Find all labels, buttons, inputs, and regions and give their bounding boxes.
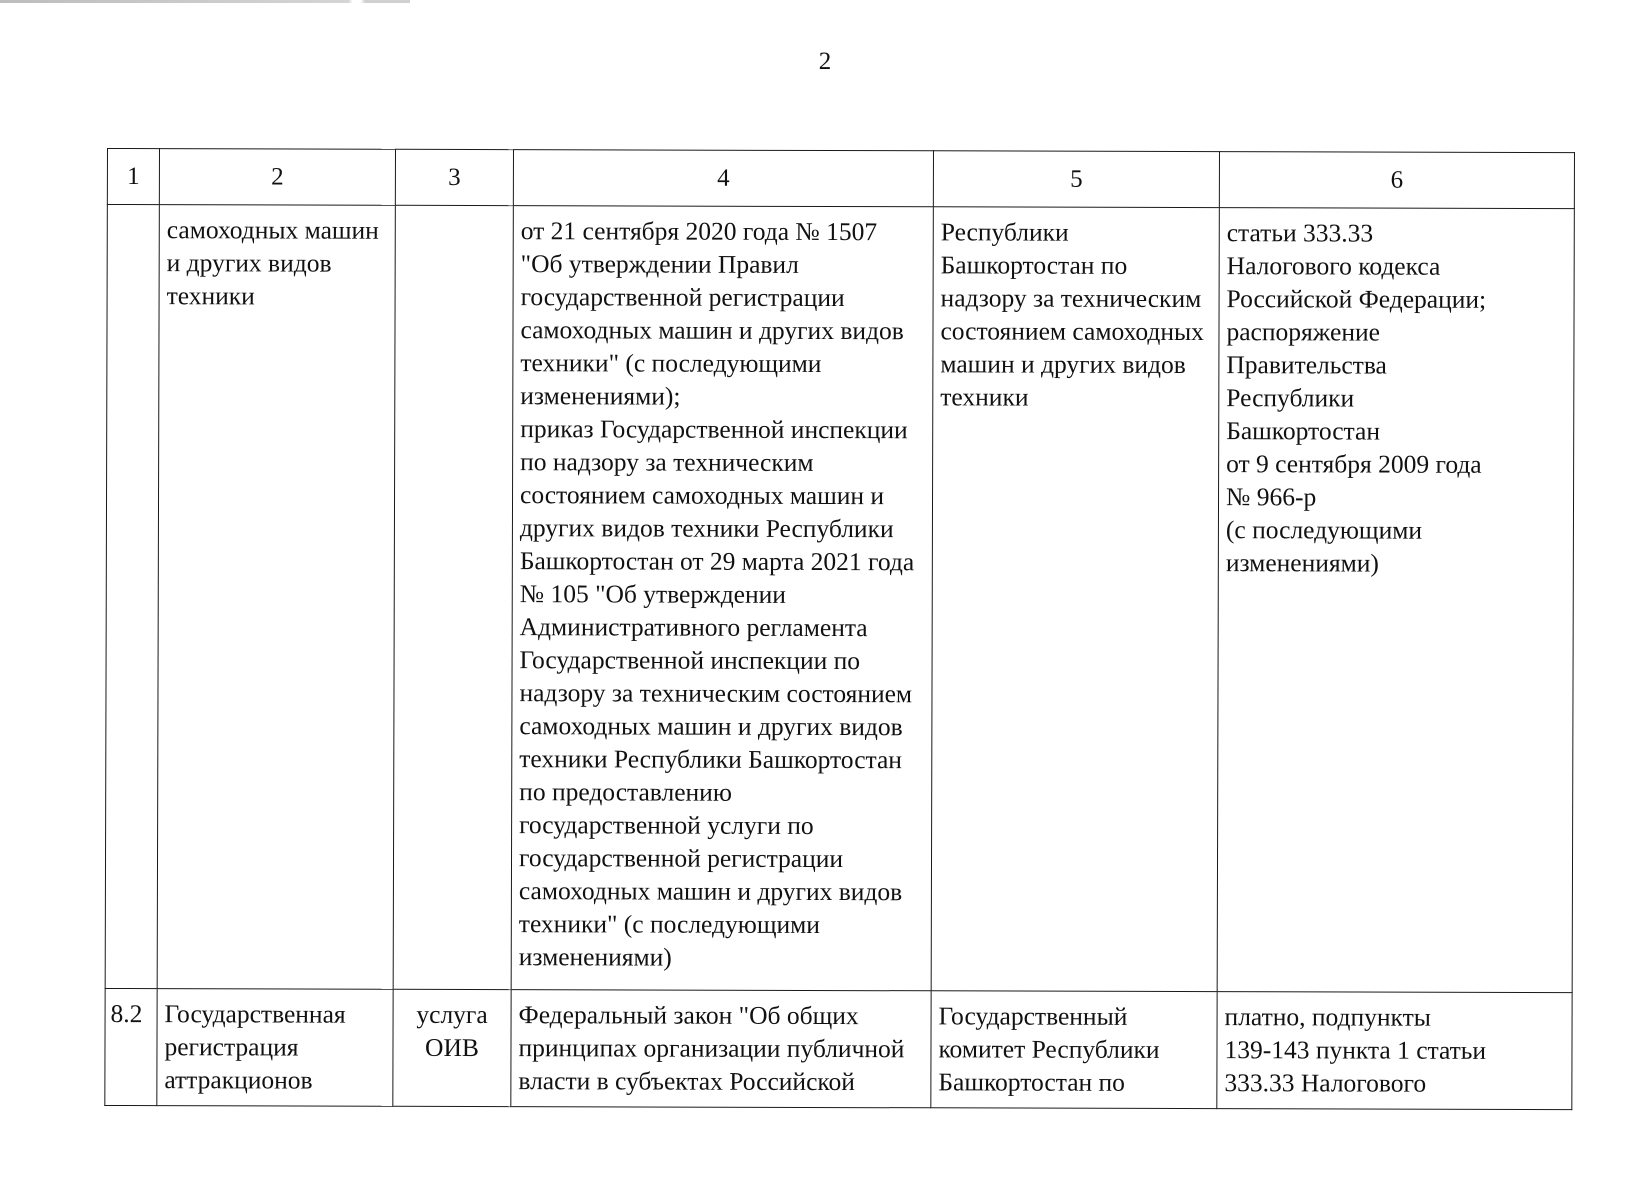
table-row [105,205,1574,993]
cell-text: Государственный комитет Республики Башкортостан по [938,1001,1160,1097]
table-cell-number [105,988,157,1105]
scan-edge-artifact [0,0,410,3]
table-cell-service-name [157,205,395,990]
table-cell-service-name [157,989,393,1107]
document-table [104,148,1575,1110]
table-cell-authority [931,207,1219,992]
cell-text: самоходных машин и других видов техники [166,215,379,311]
table-header-row [107,149,1574,209]
table-cell-type [393,989,511,1106]
cell-text: услуга ОИВ [416,999,488,1063]
cell-text: 8.2 [110,999,143,1029]
cell-text: платно, подпункты 139-143 пункта 1 статьи 333.33 Налогового [1224,1002,1487,1098]
cell-text: от 21 сентября 2020 года № 1507 "Об утверждении Правил государственной регистрации самоходных машин и других видов техники" (с последующими изменениями); приказ Государственной инспекции по надзору за техническим состоянием самоходных машин и других видов техники Республики Башкортостан от 29 марта 2021 года № 105 "Об утверждении Административного регламента Государственной инспекции по надзору за техническим состоянием самоходных машин и других видов техники Республики Башкортостан по предоставлению государственной услуги по государственной регистрации самоходных машин и других видов техники" (с последующими изменениями) [518,216,915,972]
table-cell-type [393,205,513,989]
header-cell: 1 [107,149,159,205]
table-row [105,988,1572,1109]
table-cell-fee-basis [1217,208,1574,993]
table-cell-authority [931,991,1217,1109]
header-cell: 4 [513,150,933,207]
table-cell-number [105,205,159,989]
table-cell-legal-basis [511,206,933,991]
cell-text [108,205,159,213]
cell-text: Государственная регистрация аттракционов [164,999,346,1095]
header-cell: 5 [933,151,1219,208]
table-cell-legal-basis [511,990,931,1108]
cell-text: статьи 333.33 Налогового кодекса Российской Федерации; распоряжение Правительства Республики Башкортостан от 9 сентября 2009 года № 966-р (с последующими изменениями) [1225,218,1487,578]
page-number: 2 [818,48,832,75]
header-cell: 2 [159,149,395,206]
cell-text [396,206,513,214]
header-cell: 3 [395,149,513,205]
cell-text: Республики Башкортостан по надзору за техническим состоянием самоходных машин и других видов техники [940,217,1204,412]
table-cell-fee-basis [1217,992,1572,1110]
cell-text: Федеральный закон "Об общих принципах организации публичной власти в субъектах Российской [518,1000,905,1097]
header-cell: 6 [1219,152,1574,209]
